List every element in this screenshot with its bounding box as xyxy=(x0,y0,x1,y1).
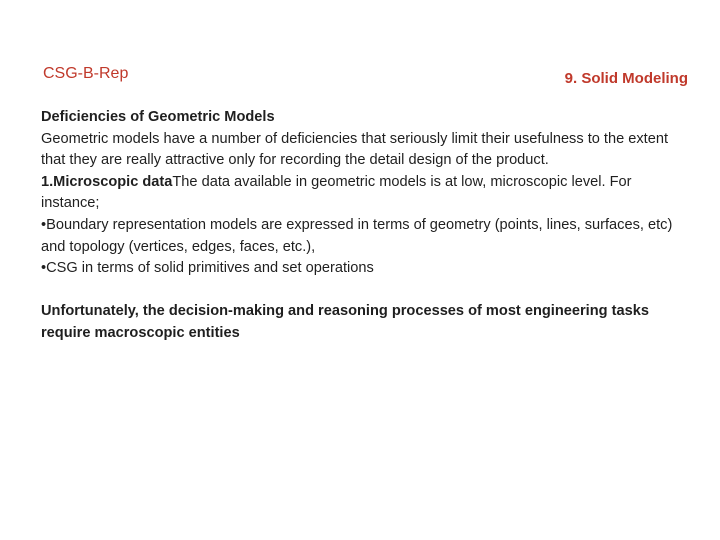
spacer xyxy=(41,280,691,302)
bullet-csg: •CSG in terms of solid primitives and set operations xyxy=(41,260,374,277)
slide-content xyxy=(41,107,691,345)
point-1-label: 1.Microscopic data xyxy=(41,173,173,190)
chapter-title: 9. Solid Modeling xyxy=(564,70,688,87)
point-1-text: The data available in geometric models is at low, microscopic level. For instance; xyxy=(41,173,632,212)
conclusion-paragraph: Unfortunately, the decision-making and reasoning processes of most engineering tasks require macroscopic entities xyxy=(41,303,649,341)
bullet-brep: •Boundary representation models are expressed in terms of geometry (points, lines, surfaces, etc) and topology (vertices, edges, faces, etc.), xyxy=(41,216,673,255)
intro-paragraph: Geometric models have a number of deficiencies that seriously limit their usefulness to the extent that they are really attractive only for recording the detail design of the product. xyxy=(41,130,669,169)
section-label: CSG-B-Rep xyxy=(43,65,129,82)
section-heading: Deficiencies of Geometric Models xyxy=(41,109,275,125)
point-1 xyxy=(41,172,691,215)
